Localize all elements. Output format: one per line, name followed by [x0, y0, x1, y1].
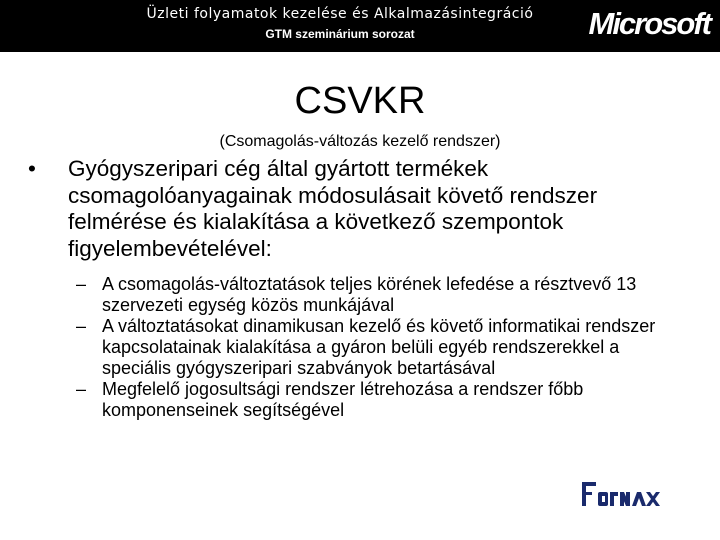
dash-marker: – — [76, 379, 87, 399]
header-subtitle: GTM szeminárium sorozat — [265, 27, 415, 41]
main-bullet — [28, 156, 688, 262]
sub-bullet — [76, 379, 676, 421]
slide-title: CSVKR — [294, 80, 426, 122]
header-title: Üzleti folyamatok kezelése és Alkalmazásintegráció — [146, 6, 534, 22]
bullet-marker: • — [28, 156, 36, 181]
fornax-logo — [582, 480, 660, 508]
header-band — [0, 0, 720, 52]
dash-marker: – — [76, 274, 87, 294]
sub-bullet-list — [76, 274, 676, 421]
microsoft-logo: Microsoft — [588, 6, 710, 41]
dash-marker: – — [76, 316, 87, 336]
sub-bullet — [76, 316, 676, 379]
main-bullet-text: Gyógyszeripari cég által gyártott termékek csomagolóanyagainak módosulásait követő rendszer felmérése és kialakítása a következő szempontok figyelembevételével: — [68, 156, 598, 261]
sub-bullet — [76, 274, 676, 316]
sub-bullet-text: Megfelelő jogosultsági rendszer létrehozása a rendszer főbb komponenseinek segítségével — [102, 379, 584, 420]
slide-subtitle: (Csomagolás-változás kezelő rendszer) — [219, 133, 501, 150]
sub-bullet-text: A csomagolás-változtatások teljes körének lefedése a résztvevő 13 szervezeti egység közös munkájával — [102, 274, 637, 315]
sub-bullet-text: A változtatásokat dinamikusan kezelő és követő informatikai rendszer kapcsolatainak kialakítása a gyáron belüli egyéb rendszerekkel a speciális gyógyszeripari szabványok betartásával — [102, 316, 656, 378]
